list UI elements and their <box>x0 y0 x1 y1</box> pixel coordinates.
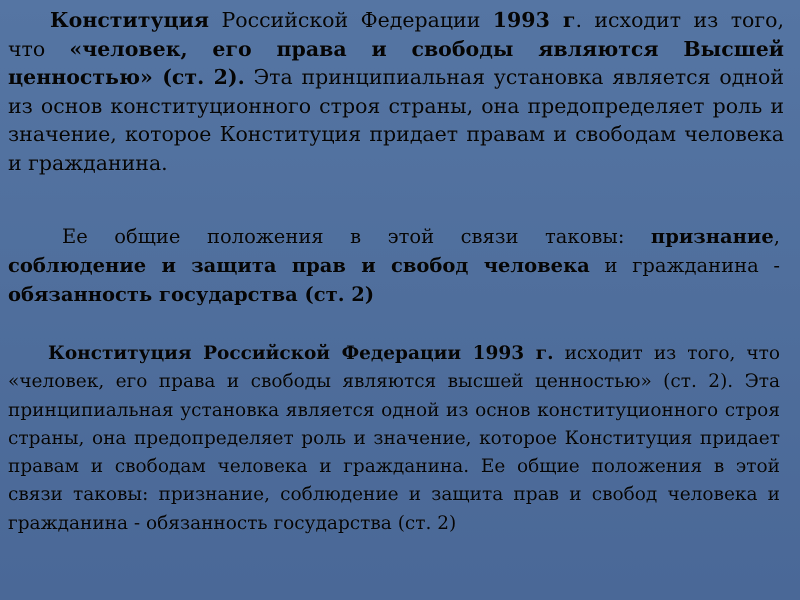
text: Российской Федерации <box>209 8 493 32</box>
text: Ее общие положения в этой связи таковы: <box>62 225 651 248</box>
paragraph-constitution-intro <box>8 6 784 178</box>
text-bold: обязанность государства (ст. 2) <box>8 283 375 306</box>
paragraph-constitution-summary <box>8 340 780 538</box>
text: Эта принципиальная установка является одной из основ конституционного строя страны, она предопределяет роль и значение, которое Конституция придает правам и свободам человека и гражданина. <box>8 65 784 175</box>
text-bold: признание <box>650 225 774 248</box>
text: и гражданина - <box>589 254 780 277</box>
text-bold: 1993 г <box>492 8 576 32</box>
text-bold: соблюдение и защита прав и свобод человека <box>8 254 590 277</box>
text-bold: «человек, его права и свободы являются Высшей ценностью» (ст. 2). <box>8 36 784 90</box>
text-bold: Конституция Российской Федерации 1993 г. <box>48 343 554 364</box>
text: . исходит из того, что <box>8 8 784 61</box>
paragraph-general-provisions <box>8 222 780 309</box>
text-bold: Конституция <box>50 8 210 32</box>
text: , <box>773 225 780 248</box>
text: исходит из того, что «человек, его права и свободы являются высшей ценностью» (ст. 2). Эта принципиальная установка является одной из основ конституционного строя страны, она предопределяет роль и значение, которое Конституция придает правам и свободам человека и гражданина. Ее общие положения в этой связи таковы: признание, соблюдение и защита прав и свобод человека и гражданина - обязанность государства (ст. 2) <box>8 343 780 534</box>
